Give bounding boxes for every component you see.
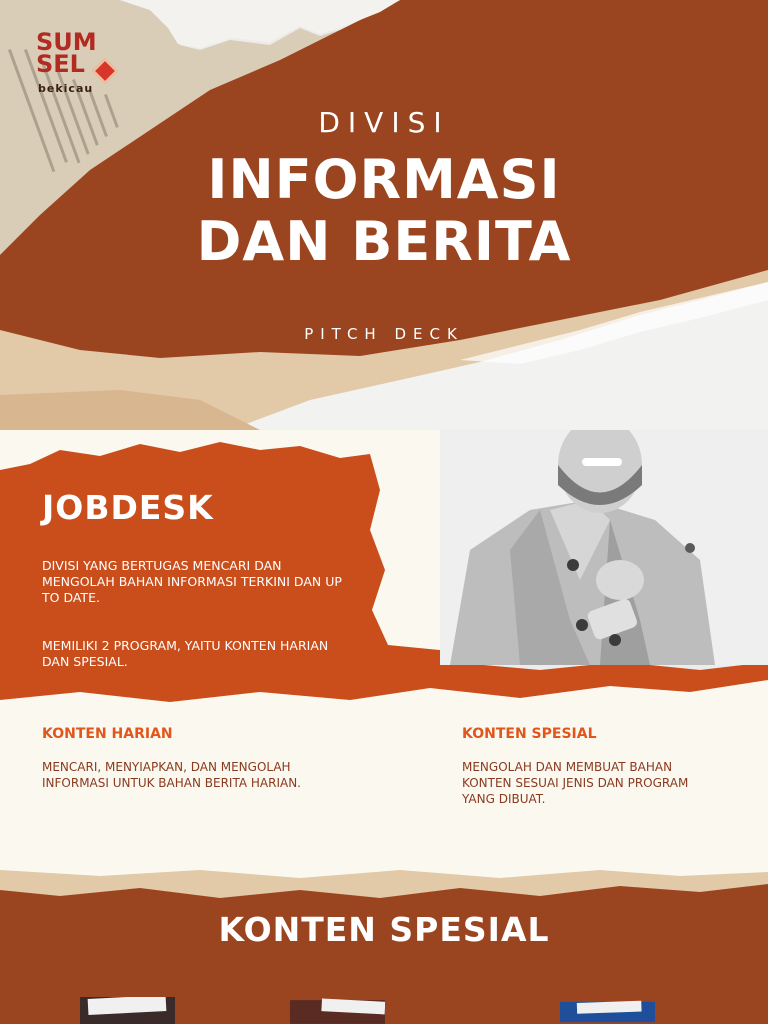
logo-ornament-icon — [92, 58, 117, 83]
program-text-harian: MENCARI, MENYIAPKAN, DAN MENGOLAH INFORMASI UNTUK BAHAN BERITA HARIAN. — [42, 760, 301, 790]
hero-title-line2: DAN BERITA — [196, 210, 572, 273]
thumbnail-2 — [290, 997, 385, 1024]
logo-tagline: bekicau — [38, 82, 94, 95]
thumbnail-3 — [560, 997, 655, 1024]
program-title-harian: KONTEN HARIAN — [42, 726, 173, 742]
logo-text-sel: SEL — [36, 50, 85, 78]
jobdesk-paragraph-2: MEMILIKI 2 PROGRAM, YAITU KONTEN HARIAN DAN SPESIAL. — [42, 638, 329, 669]
person-photo-icon — [440, 430, 768, 665]
jobdesk-section — [0, 430, 768, 862]
program-title-spesial: KONTEN SPESIAL — [462, 726, 597, 742]
jobdesk-paragraph-1: DIVISI YANG BERTUGAS MENCARI DAN MENGOLAH BAHAN INFORMASI TERKINI DAN UP TO DATE. — [42, 558, 342, 605]
konten-spesial-title: KONTEN SPESIAL — [218, 910, 550, 949]
hero-kicker: DIVISI — [318, 106, 450, 139]
hero-section — [0, 0, 768, 430]
hero-subtitle: PITCH DECK — [304, 325, 464, 343]
logo-text-sum: SUM — [36, 28, 97, 56]
hero-title-line1: INFORMASI — [207, 148, 561, 211]
jobdesk-title: JOBDESK — [42, 488, 214, 527]
konten-spesial-section — [0, 862, 768, 1024]
sumsel-logo — [34, 30, 114, 100]
program-text-spesial: MENGOLAH DAN MEMBUAT BAHAN KONTEN SESUAI JENIS DAN PROGRAM YANG DIBUAT. — [462, 760, 689, 806]
thumbnail-1 — [80, 997, 175, 1024]
